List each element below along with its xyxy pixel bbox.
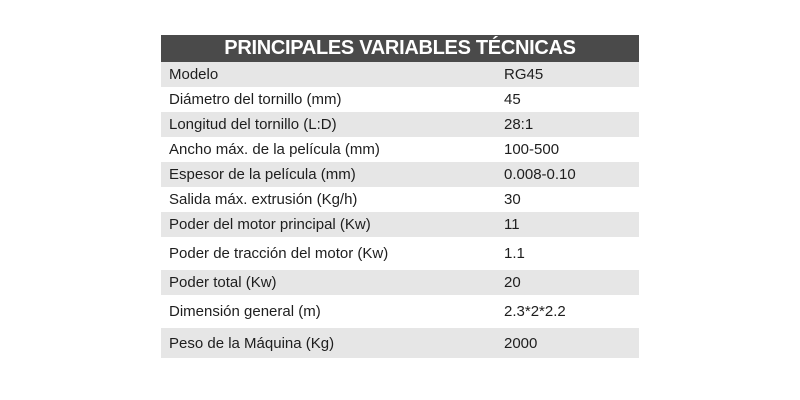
table-title: PRINCIPALES VARIABLES TÉCNICAS	[161, 35, 639, 62]
table-row	[161, 270, 639, 295]
row-value: 28:1	[504, 116, 534, 133]
table-row	[161, 237, 639, 270]
row-value: 20	[504, 274, 521, 291]
table-row	[161, 328, 639, 358]
table-row	[161, 62, 639, 87]
row-value: 1.1	[504, 245, 525, 262]
spec-table	[161, 35, 639, 358]
row-label: Longitud del tornillo (L:D)	[169, 116, 337, 133]
row-label: Modelo	[169, 66, 219, 83]
row-label: Poder total (Kw)	[169, 274, 277, 291]
row-label: Diámetro del tornillo (mm)	[169, 91, 342, 108]
table-row	[161, 162, 639, 187]
row-label: Espesor de la película (mm)	[169, 166, 356, 183]
row-value: 2.3*2*2.2	[504, 303, 566, 320]
row-value: 45	[504, 91, 521, 108]
row-value: RG45	[504, 66, 544, 83]
row-label: Ancho máx. de la película (mm)	[169, 141, 380, 158]
row-value: 30	[504, 191, 521, 208]
table-row	[161, 137, 639, 162]
row-label: Poder del motor principal (Kw)	[169, 216, 371, 233]
row-value: 0.008-0.10	[504, 166, 576, 183]
table-row	[161, 87, 639, 112]
row-label: Poder de tracción del motor (Kw)	[169, 245, 389, 262]
row-label: Peso de la Máquina (Kg)	[169, 334, 335, 352]
table-row	[161, 295, 639, 328]
row-value: 2000	[504, 334, 538, 352]
table-row	[161, 212, 639, 237]
row-label: Dimensión general (m)	[169, 303, 321, 320]
row-value: 11	[504, 216, 520, 233]
row-label: Salida máx. extrusión (Kg/h)	[169, 191, 358, 208]
row-value: 100-500	[504, 141, 560, 158]
table-row	[161, 112, 639, 137]
table-row	[161, 187, 639, 212]
